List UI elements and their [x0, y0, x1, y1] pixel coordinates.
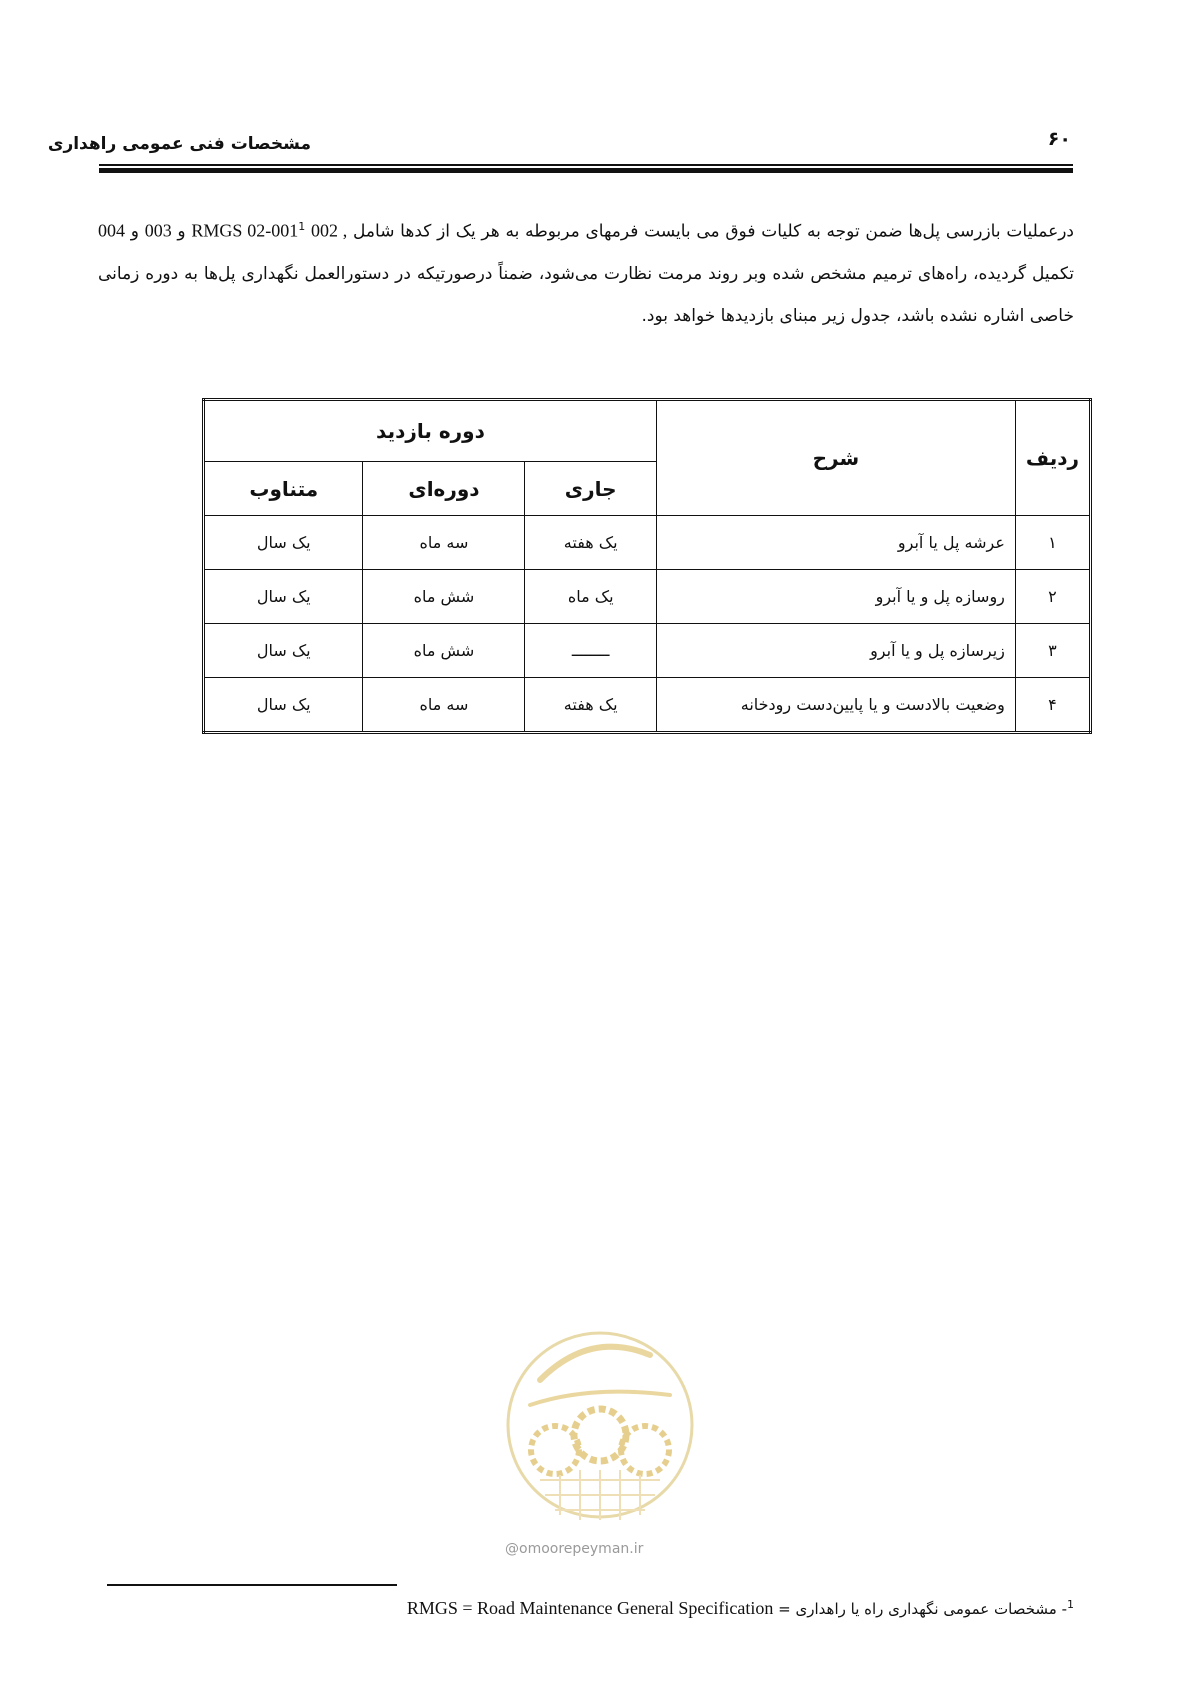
row-periodic: شش ماه — [363, 570, 525, 624]
row-current: ــــــــ — [525, 624, 656, 678]
table-row — [204, 516, 1091, 570]
watermark-site: @omoorepeyman.ir — [505, 1541, 644, 1557]
row-periodic: سه ماه — [363, 516, 525, 570]
header-title: مشخصات فنی عمومی راهداری — [47, 134, 311, 154]
intro-and-2: و — [125, 221, 145, 242]
footnote-english: RMGS = Road Maintenance General Specification — [406, 1598, 774, 1618]
footnote-ref: 1 — [298, 220, 306, 233]
header-current: جاری — [525, 462, 656, 516]
row-intermittent: یک سال — [204, 678, 363, 733]
footnote-persian: - مشخصات عمومی نگهداری راه یا راهداری = — [778, 1600, 1067, 1618]
header-rule-thick — [99, 168, 1073, 173]
row-number: ۳ — [1015, 624, 1090, 678]
header-rule — [99, 164, 1073, 166]
row-periodic: شش ماه — [363, 624, 525, 678]
intro-and-1: و — [177, 221, 192, 242]
header-description: شرح — [656, 400, 1015, 516]
row-description: عرشه پل یا آبرو — [656, 516, 1015, 570]
intro-paragraph — [98, 206, 1074, 337]
header-row-number: ردیف — [1015, 400, 1090, 516]
row-current: یک ماه — [525, 570, 656, 624]
page-number: ۶۰ — [1047, 128, 1071, 150]
intro-text-rest: تکمیل گردیده، راه‌های ترمیم مشخص شده وبر روند مرمت نظارت می‌شود، ضمناً درصورتیکه در دستورالعمل نگهداری پل‌ها به دوره زمانی خاصی اشاره نشده باشد، جدول زیر مبنای بازدیدها خواهد بود. — [98, 263, 1074, 326]
intro-text-start: درعملیات بازرسی پل‌ها ضمن توجه به کلیات فوق می بایست فرمهای مربوطه به هر یک از کدها شامل — [353, 221, 1075, 242]
watermark-logo-icon — [500, 1310, 700, 1560]
table-row — [204, 678, 1091, 733]
header-periodic: دوره‌ای — [363, 462, 525, 516]
row-current: یک هفته — [525, 678, 656, 733]
footnote — [407, 1598, 1074, 1619]
row-intermittent: یک سال — [204, 516, 363, 570]
inspection-schedule-table — [202, 398, 1092, 734]
row-number: ۲ — [1015, 570, 1090, 624]
header-visit-period: دوره بازدید — [204, 400, 657, 462]
row-number: ۱ — [1015, 516, 1090, 570]
table-row — [204, 624, 1091, 678]
code-004: 004 — [98, 220, 125, 241]
row-description: روسازه پل و یا آبرو — [656, 570, 1015, 624]
row-periodic: سه ماه — [363, 678, 525, 733]
header-intermittent: متناوب — [204, 462, 363, 516]
row-number: ۴ — [1015, 678, 1090, 733]
footnote-marker: 1 — [1067, 1598, 1074, 1611]
row-intermittent: یک سال — [204, 624, 363, 678]
row-description: زیرسازه پل و یا آبرو — [656, 624, 1015, 678]
row-description: وضعیت بالادست و یا پایین‌دست رودخانه — [656, 678, 1015, 733]
code-002: 002 , — [310, 220, 348, 241]
row-intermittent: یک سال — [204, 570, 363, 624]
code-rmgs-02-001: RMGS 02-001 — [191, 220, 299, 241]
row-current: یک هفته — [525, 516, 656, 570]
code-003: 003 — [144, 220, 172, 241]
footnote-separator — [107, 1584, 397, 1586]
table-row — [204, 570, 1091, 624]
